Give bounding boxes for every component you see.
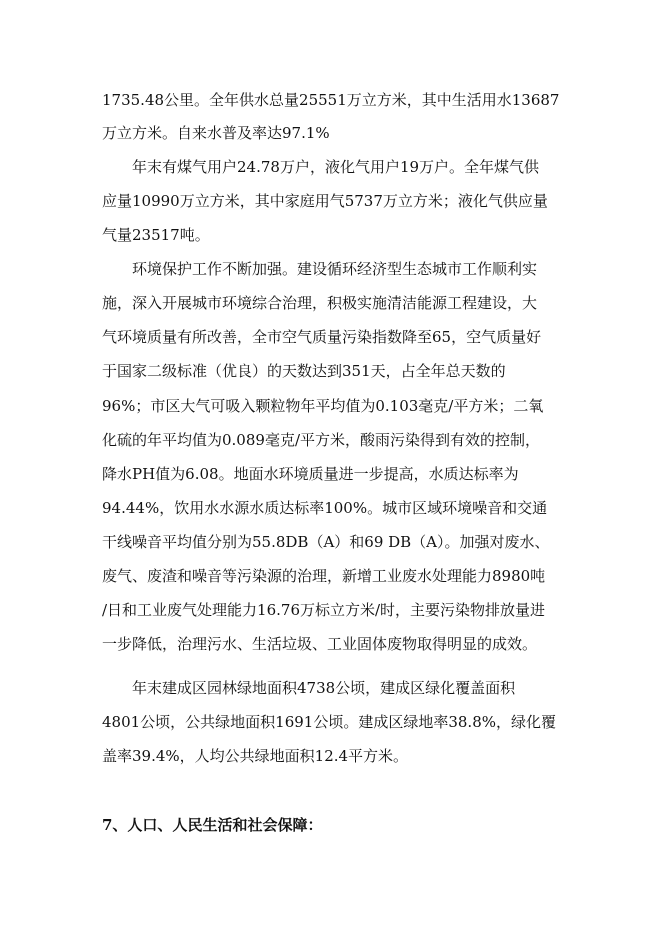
text-line: 干线噪音平均值分别为55.8DB（A）和69 DB（A）。加强对废水、 — [102, 533, 550, 551]
text-line: 4801公顷，公共绿地面积1691公顷。建成区绿地率38.8%，绿化覆 — [102, 713, 557, 731]
section-heading: 7、人口、人民生活和社会保障： — [102, 816, 323, 834]
text-line: 废气、废渣和噪音等污染源的治理，新增工业废水处理能力8980吨 — [102, 567, 546, 585]
text-line: 一步降低，治理污水、生活垃圾、工业固体废物取得明显的成效。 — [102, 635, 538, 653]
text-line: 1735.48公里。全年供水总量25551万立方米，其中生活用水13687 — [102, 91, 560, 109]
text-line: 盖率39.4%，人均公共绿地面积12.4平方米。 — [102, 747, 409, 765]
text-line: 年末有煤气用户24.78万户，液化气用户19万户。全年煤气供 — [132, 158, 540, 176]
text-line: 年末建成区园林绿地面积4738公顷，建成区绿化覆盖面积 — [132, 679, 516, 697]
text-line: 降水PH值为6.08。地面水环境质量进一步提高，水质达标率为 — [102, 465, 519, 483]
text-line: 万立方米。自来水普及率达97.1% — [102, 124, 330, 142]
text-line: 化硫的年平均值为0.089毫克/平方米，酸雨污染得到有效的控制， — [102, 431, 540, 449]
text-line: 施，深入开展城市环境综合治理，积极实施清洁能源工程建设，大 — [102, 294, 538, 312]
text-line: 气量23517吨。 — [102, 226, 210, 244]
text-line: 94.44%，饮用水水源水质达标率100%。城市区域环境噪音和交通 — [102, 499, 548, 517]
text-line: 96%；市区大气可吸入颗粒物年平均值为0.103毫克/平方米；二氧 — [102, 397, 544, 415]
text-line: /日和工业废气处理能力16.76万标立方米/时，主要污染物排放量进 — [102, 601, 546, 619]
text-line: 环境保护工作不断加强。建设循环经济型生态城市工作顺利实 — [132, 260, 538, 278]
text-line: 应量10990万立方米，其中家庭用气5737万立方米；液化气供应量 — [102, 192, 548, 210]
text-line: 于国家二级标准（优良）的天数达到351天，占全年总天数的 — [102, 362, 506, 380]
text-line: 气环境质量有所改善，全市空气质量污染指数降至65，空气质量好 — [102, 328, 542, 346]
